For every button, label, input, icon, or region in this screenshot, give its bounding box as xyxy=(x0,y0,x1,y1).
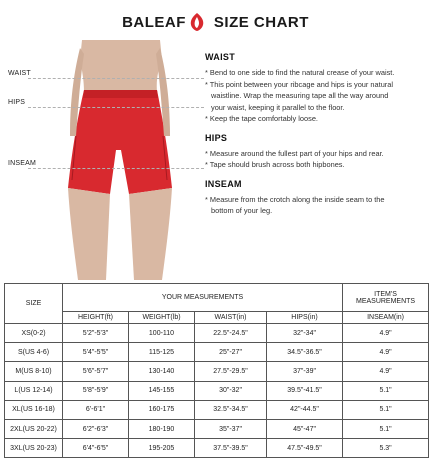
height-cell: 5'8"-5'9" xyxy=(63,381,129,400)
waist-bullet: waistline. Wrap the measuring tape all the way around xyxy=(211,91,389,100)
column-header: WEIGHT(lb) xyxy=(129,312,195,324)
inseam-cell: 5.1" xyxy=(343,419,429,438)
column-header: HEIGHT(ft) xyxy=(63,312,129,324)
hips-guide-line xyxy=(28,107,204,108)
waist-bullet: * Bend to one side to find the natural crease of your waist. xyxy=(205,68,395,77)
items-header-line: ITEM'S xyxy=(374,290,397,298)
height-cell: 6'-6'1" xyxy=(63,400,129,419)
brand-name: BALEAF xyxy=(122,13,186,31)
weight-cell: 180-190 xyxy=(129,419,195,438)
hips-cell: 34.5"-36.5" xyxy=(267,343,343,362)
hips-cell: 39.5"-41.5" xyxy=(267,381,343,400)
weight-cell: 115-125 xyxy=(129,343,195,362)
height-cell: 5'4"-5'5" xyxy=(63,343,129,362)
hips-bullet: * Measure around the fullest part of your hips and rear. xyxy=(205,148,384,158)
leaf-logo-icon xyxy=(188,12,206,32)
waist-cell: 25"-27" xyxy=(195,343,267,362)
table-row xyxy=(5,439,429,458)
measuring-instructions xyxy=(205,52,427,225)
hips-cell: 45"-47" xyxy=(267,419,343,438)
chart-title: SIZE CHART xyxy=(213,13,309,31)
waist-section xyxy=(205,52,427,125)
height-cell: 5'2"-5'3" xyxy=(63,324,129,343)
table-column-header xyxy=(5,312,429,324)
inseam-title: INSEAM xyxy=(205,178,242,189)
weight-cell: 195-205 xyxy=(129,439,195,458)
inseam-bullet: * Measure from the crotch along the inside seam to the xyxy=(205,194,385,204)
table-row xyxy=(5,419,429,438)
column-header: INSEAM(in) xyxy=(343,312,429,324)
table-group-header xyxy=(5,284,429,312)
waist-cell: 37.5"-39.5" xyxy=(195,439,267,458)
hips-title: HIPS xyxy=(205,132,228,143)
items-header-line: MEASUREMENTS xyxy=(355,297,416,305)
size-cell: XS(0-2) xyxy=(5,324,63,343)
table-row xyxy=(5,343,429,362)
model-figure xyxy=(0,40,205,280)
hips-cell: 47.5"-49.5" xyxy=(267,439,343,458)
inseam-cell: 5.1" xyxy=(343,381,429,400)
waist-bullet: * This point between your ribcage and hips is your natural xyxy=(205,79,394,89)
table-row xyxy=(5,362,429,381)
hips-cell: 42"-44.5" xyxy=(267,400,343,419)
your-measurements-header: YOUR MEASUREMENTS xyxy=(63,284,343,312)
column-header: HIPS(in) xyxy=(267,312,343,324)
waist-guide-line xyxy=(28,78,204,79)
size-table xyxy=(4,283,429,458)
waist-title: WAIST xyxy=(205,52,235,62)
size-cell: M(US 8-10) xyxy=(5,362,63,381)
waist-cell: 27.5"-29.5" xyxy=(195,362,267,381)
items-measurements-header xyxy=(343,284,429,312)
inseam-cell: 4.9" xyxy=(343,324,429,343)
brand-logo xyxy=(122,12,206,32)
hips-label: HIPS xyxy=(8,99,26,106)
waist-label: WAIST xyxy=(8,70,31,77)
inseam-cell: 4.9" xyxy=(343,362,429,381)
inseam-cell: 5.3" xyxy=(343,439,429,458)
hips-cell: 37"-39" xyxy=(267,362,343,381)
size-header: SIZE xyxy=(5,284,63,324)
waist-cell: 30"-32" xyxy=(195,381,267,400)
waist-cell: 22.5"-24.5" xyxy=(195,324,267,343)
column-header: WAIST(in) xyxy=(195,312,267,324)
inseam-label: INSEAM xyxy=(8,160,37,167)
size-chart-header xyxy=(0,8,431,36)
size-cell: L(US 12-14) xyxy=(5,381,63,400)
table-row xyxy=(5,381,429,400)
hips-cell: 32"-34" xyxy=(267,324,343,343)
table-row xyxy=(5,400,429,419)
weight-cell: 160-175 xyxy=(129,400,195,419)
waist-bullet: your waist, keeping it parallel to the floor. xyxy=(211,102,345,112)
height-cell: 5'6"-5'7" xyxy=(63,362,129,381)
weight-cell: 130-140 xyxy=(129,362,195,381)
hips-bullet: * Tape should brush across both hipbones. xyxy=(205,160,345,169)
waist-cell: 35"-37" xyxy=(195,419,267,438)
hips-section xyxy=(205,133,427,171)
waist-cell: 32.5"-34.5" xyxy=(195,400,267,419)
inseam-guide-line xyxy=(28,168,204,169)
size-cell: 2XL(US 20-22) xyxy=(5,419,63,438)
inseam-cell: 5.1" xyxy=(343,400,429,419)
waist-bullet: * Keep the tape comfortably loose. xyxy=(205,114,318,123)
height-cell: 6'4"-6'5" xyxy=(63,439,129,458)
inseam-bullet: bottom of your leg. xyxy=(211,206,273,215)
weight-cell: 145-155 xyxy=(129,381,195,400)
size-cell: 3XL(US 20-23) xyxy=(5,439,63,458)
inseam-section xyxy=(205,179,427,217)
inseam-cell: 4.9" xyxy=(343,343,429,362)
weight-cell: 100-110 xyxy=(129,324,195,343)
table-row xyxy=(5,324,429,343)
size-cell: XL(US 16-18) xyxy=(5,400,63,419)
height-cell: 6'2"-6'3" xyxy=(63,419,129,438)
size-cell: S(US 4-6) xyxy=(5,343,63,362)
